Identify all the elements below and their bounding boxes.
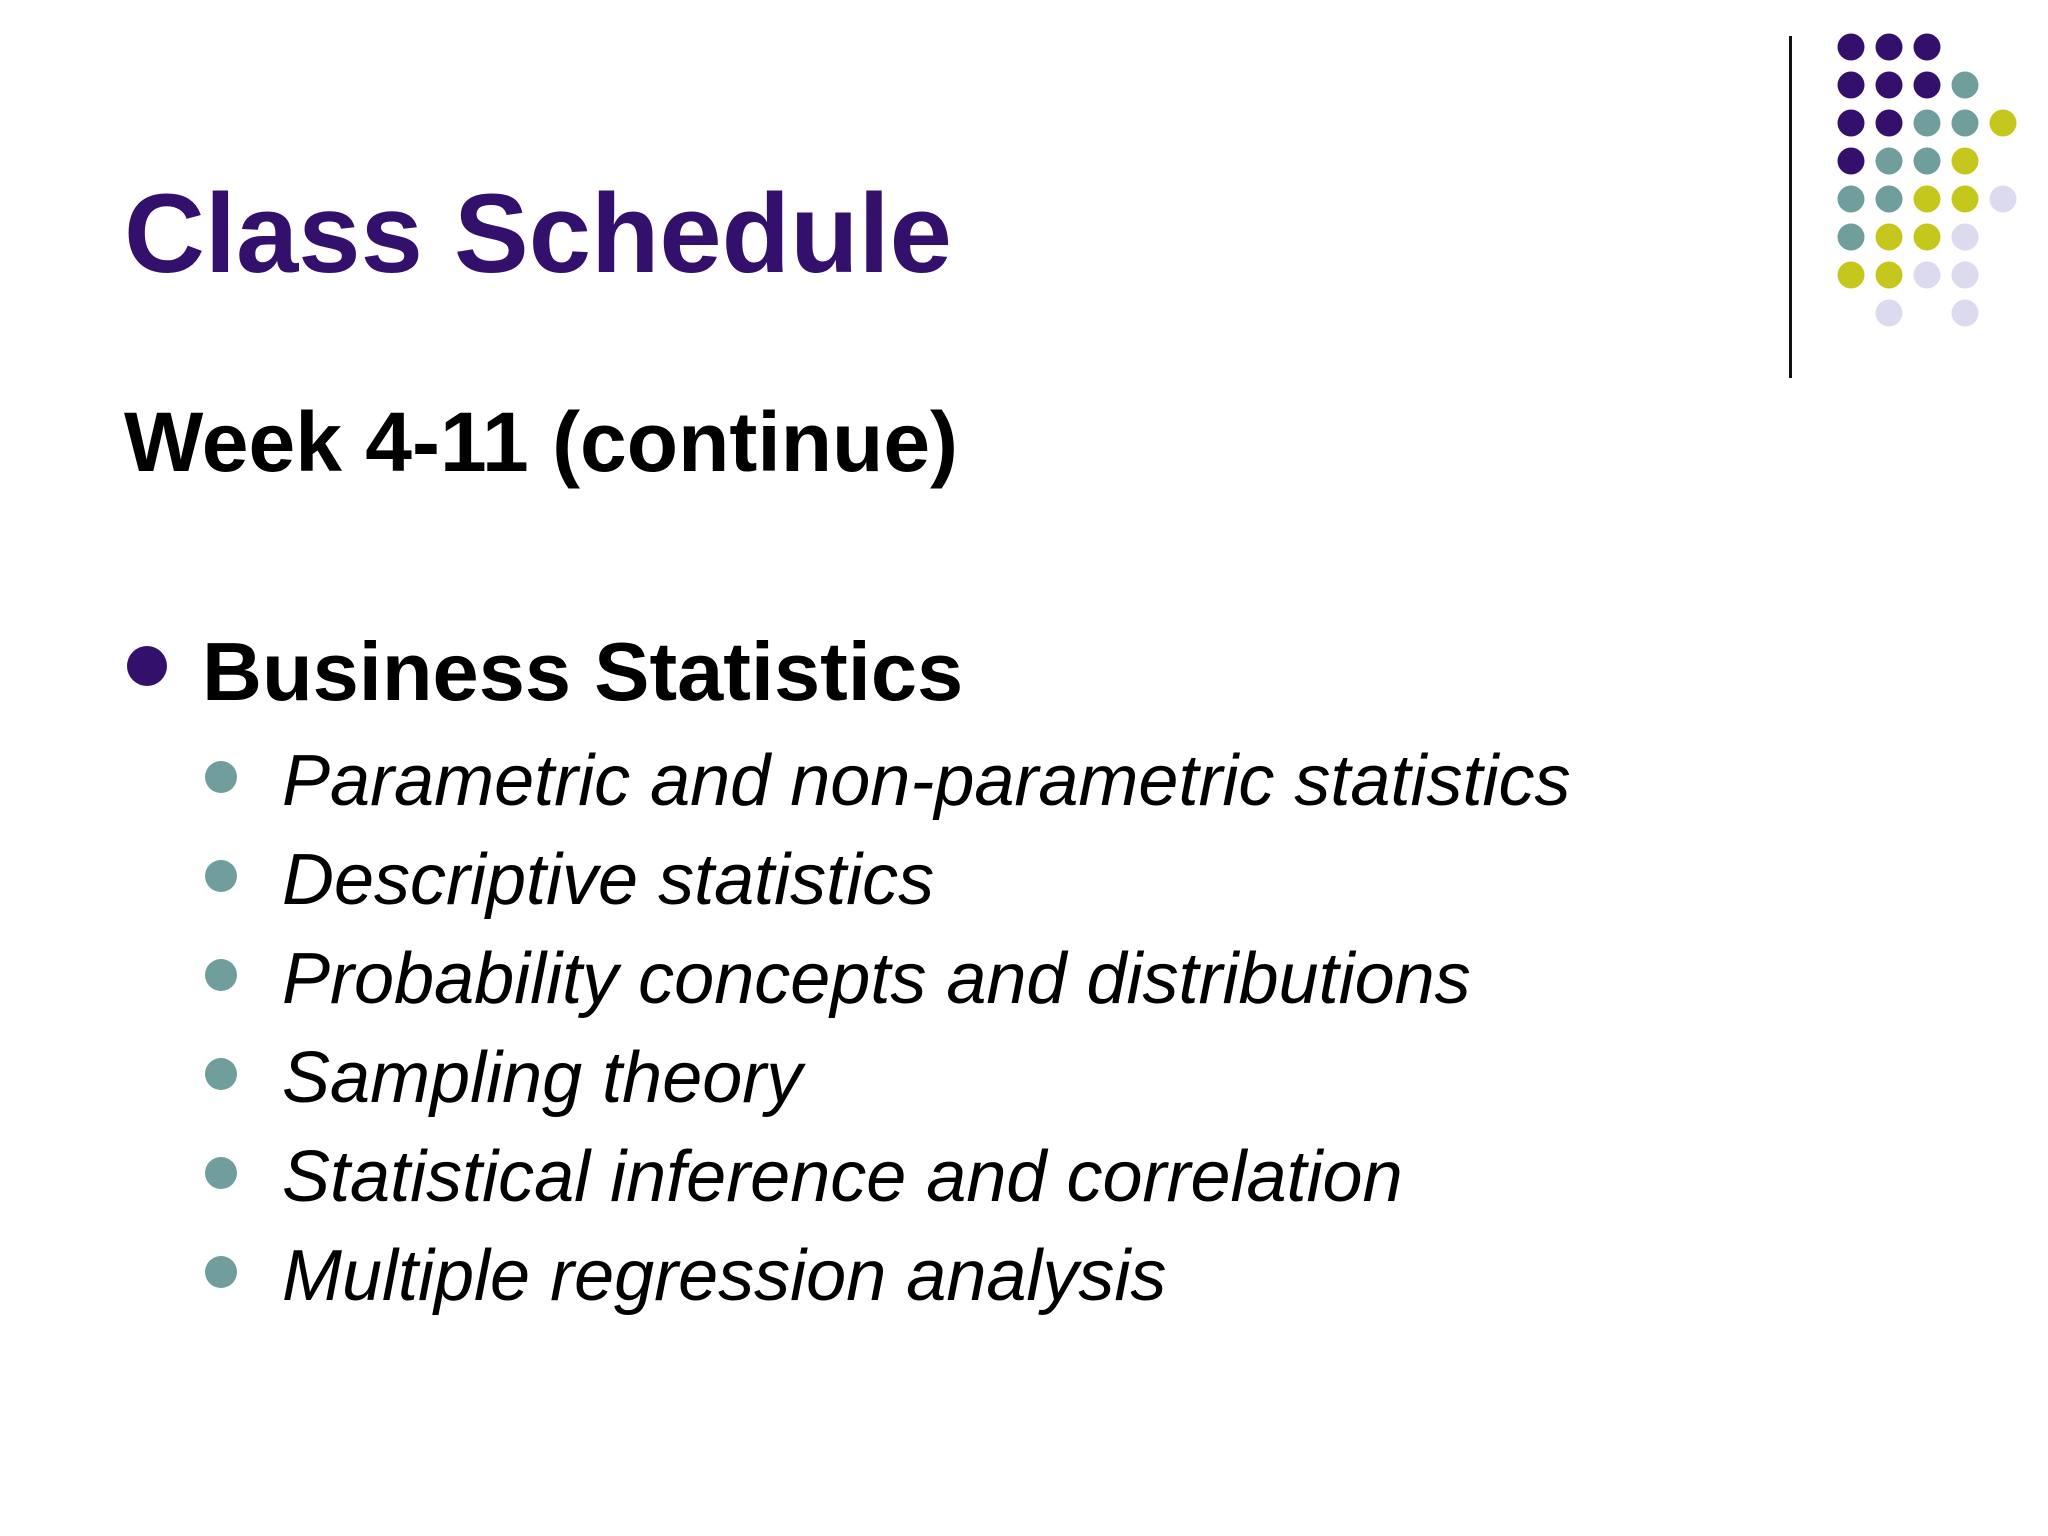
decor-dot-lavender — [1876, 300, 1903, 327]
sub-bullet-text: Parametric and non-parametric statistics — [282, 741, 1571, 821]
decor-dot-purple — [1876, 72, 1903, 99]
decor-dot-purple — [1838, 34, 1865, 61]
decor-dot-lime — [1838, 262, 1865, 289]
slide-subtitle: Week 4-11 (continue) — [124, 395, 959, 489]
dot-grid-decoration — [0, 0, 2048, 400]
decor-dot-lavender — [1990, 186, 2017, 213]
bullet-label: Business Statistics — [202, 625, 964, 718]
slide-title: Class Schedule — [124, 171, 952, 296]
decor-dot-purple — [1838, 148, 1865, 175]
decor-dot-teal — [1876, 148, 1903, 175]
decor-dot-purple — [1876, 110, 1903, 137]
sub-bullet-item — [0, 741, 1700, 835]
sub-bullet-dot-icon — [205, 1157, 237, 1189]
decor-dot-purple — [1838, 72, 1865, 99]
decor-dot-teal — [1838, 224, 1865, 251]
decor-dot-lavender — [1952, 300, 1979, 327]
decor-dot-teal — [1952, 110, 1979, 137]
sub-bullet-text: Descriptive statistics — [282, 840, 935, 920]
sub-bullet-item — [0, 1236, 1700, 1330]
decor-dot-purple — [1914, 72, 1941, 99]
decor-dot-lime — [1952, 186, 1979, 213]
decor-dot-purple — [1838, 110, 1865, 137]
decor-dot-lavender — [1914, 262, 1941, 289]
sub-bullet-dot-icon — [205, 761, 237, 793]
decor-dot-lavender — [1952, 262, 1979, 289]
sub-bullet-dot-icon — [205, 860, 237, 892]
decor-dot-lime — [1876, 224, 1903, 251]
sub-bullet-item — [0, 939, 1700, 1033]
decor-dot-teal — [1914, 148, 1941, 175]
sub-bullet-dot-icon — [205, 1058, 237, 1090]
decor-dot-lime — [1914, 224, 1941, 251]
bullet-dot-icon — [127, 646, 167, 686]
decor-dot-teal — [1914, 110, 1941, 137]
sub-bullet-item — [0, 1038, 1700, 1132]
decor-dot-lime — [1952, 148, 1979, 175]
decor-dot-purple — [1876, 34, 1903, 61]
decor-dot-lime — [1876, 262, 1903, 289]
sub-bullet-text: Sampling theory — [282, 1038, 803, 1118]
sub-bullet-item — [0, 1137, 1700, 1231]
decor-dot-lime — [1990, 110, 2017, 137]
decor-dot-lavender — [1952, 224, 1979, 251]
decor-dot-teal — [1876, 186, 1903, 213]
sub-bullet-text: Multiple regression analysis — [282, 1236, 1167, 1316]
decor-dot-teal — [1952, 72, 1979, 99]
sub-bullet-text: Statistical inference and correlation — [282, 1137, 1403, 1217]
sub-bullet-text: Probability concepts and distributions — [282, 939, 1471, 1019]
decor-dot-lime — [1914, 186, 1941, 213]
sub-bullet-dot-icon — [205, 959, 237, 991]
sub-bullet-dot-icon — [205, 1256, 237, 1288]
sub-bullet-item — [0, 840, 1700, 934]
decor-dot-purple — [1914, 34, 1941, 61]
decor-dot-teal — [1838, 186, 1865, 213]
